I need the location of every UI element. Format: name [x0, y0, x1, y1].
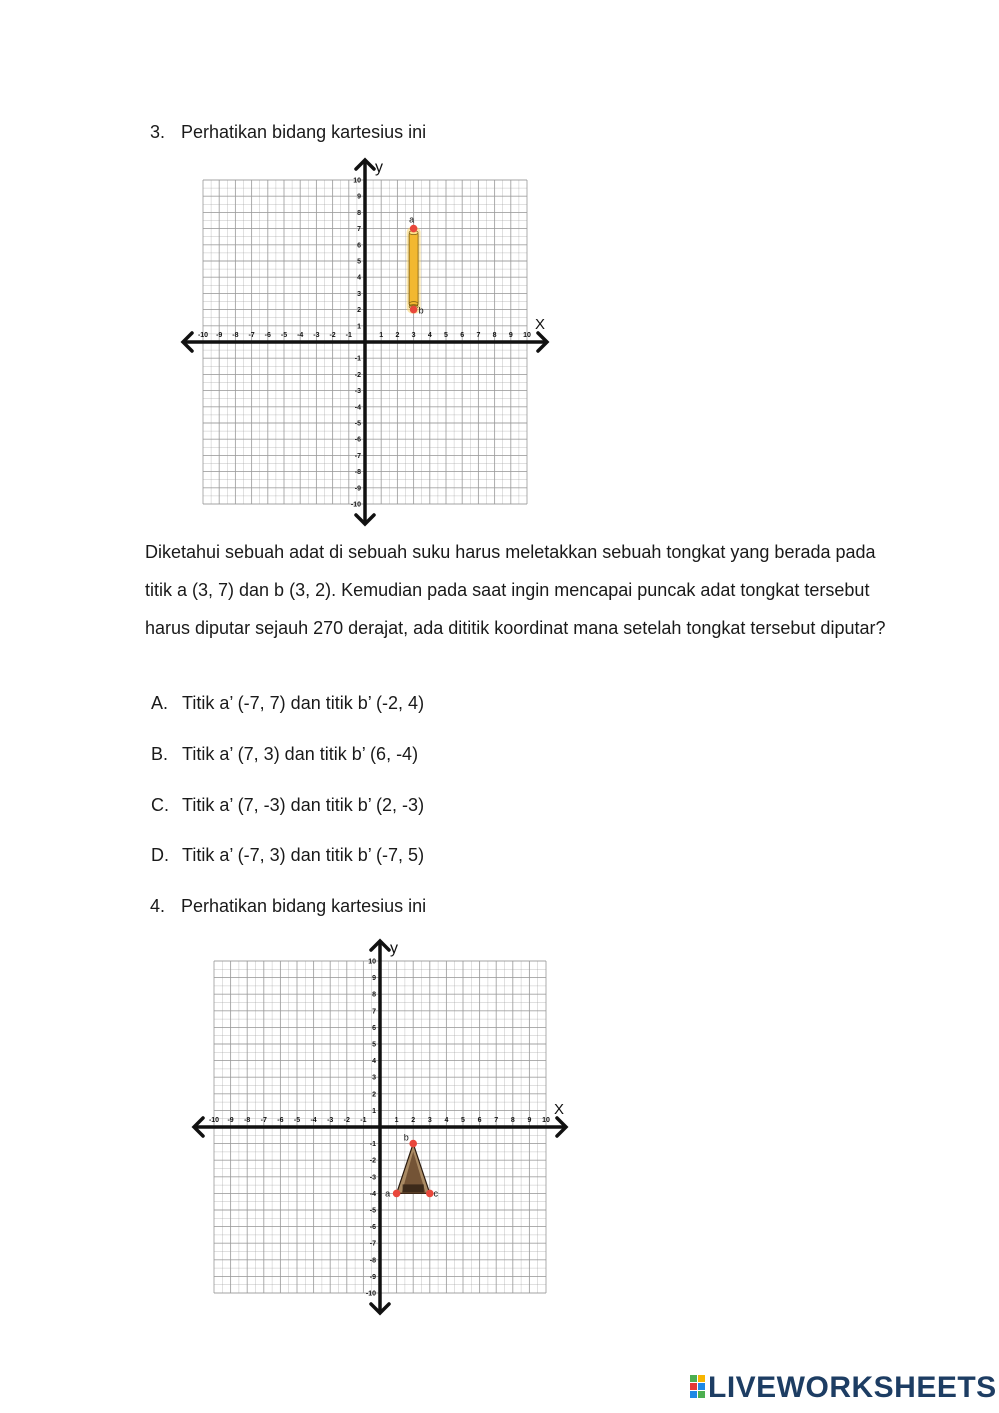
- question-3-title: [150, 122, 426, 143]
- tent-door: [403, 1184, 424, 1192]
- y-tick-label: 10: [368, 958, 376, 966]
- option-c-text: Titik a’ (7, -3) dan titik b’ (2, -3): [182, 795, 425, 815]
- option-a-text: Titik a’ (-7, 7) dan titik b’ (-2, 4): [182, 693, 425, 713]
- option-a[interactable]: [151, 693, 424, 714]
- point-label-a: a: [385, 1188, 391, 1199]
- question-4-title-text: Perhatikan bidang kartesius ini: [181, 896, 427, 916]
- y-tick-label: 7: [372, 1008, 376, 1016]
- y-tick-label: -4: [369, 1190, 376, 1198]
- x-tick-label: 4: [444, 1117, 449, 1124]
- y-tick-label: 2: [372, 1091, 376, 1099]
- x-tick-label: -8: [232, 332, 239, 339]
- x-axis-label: X: [554, 1101, 565, 1118]
- point-b: [410, 306, 418, 314]
- option-c[interactable]: [151, 795, 424, 816]
- x-tick-label: 5: [444, 332, 448, 339]
- y-tick-label: 7: [357, 226, 361, 234]
- y-tick-label: -2: [354, 371, 361, 379]
- x-tick-label: -5: [293, 1117, 301, 1124]
- y-tick-label: -7: [354, 452, 361, 460]
- y-tick-label: -8: [354, 469, 361, 477]
- y-tick-label: 3: [357, 290, 361, 298]
- y-tick-label: -7: [369, 1240, 376, 1248]
- x-tick-label: 5: [461, 1117, 465, 1124]
- x-tick-label: -10: [197, 332, 209, 339]
- stick: [409, 232, 418, 307]
- option-d-letter: D.: [151, 845, 169, 865]
- point-c: [426, 1190, 434, 1198]
- y-axis-label: y: [375, 159, 383, 176]
- point-a: [410, 225, 418, 233]
- y-tick-label: 5: [372, 1041, 376, 1049]
- x-tick-label: -9: [216, 332, 223, 339]
- y-tick-label: -9: [369, 1273, 376, 1281]
- y-tick-label: 1: [357, 323, 361, 331]
- point-label-a: a: [409, 214, 415, 225]
- y-tick-label: 4: [357, 274, 361, 282]
- logo-text: LIVEWORKSHEETS: [708, 1371, 997, 1404]
- point-label-c: c: [433, 1188, 439, 1199]
- question-3-number: 3.: [150, 122, 166, 142]
- y-tick-label: 8: [372, 991, 376, 999]
- y-tick-label: 10: [353, 177, 361, 185]
- y-tick-label: 6: [357, 242, 361, 250]
- x-tick-label: 2: [395, 332, 400, 339]
- question-3-paragraph: Diketahui sebuah adat di sebuah suku harus meletakkan sebuah tongkat yang berada pada titik a (3, 7) dan b (3, 2). Kemudian pada saat ingin mencapai puncak adat tongkat tersebut harus diputar sejauh 270 derajat, ada dititik koordinat mana setelah tongkat tersebut diputar?: [145, 542, 886, 638]
- x-tick-label: -4: [297, 332, 304, 339]
- option-a-letter: A.: [151, 693, 169, 713]
- x-tick-label: 8: [510, 1117, 515, 1124]
- point-b: [409, 1140, 417, 1148]
- x-tick-label: 2: [411, 1117, 416, 1124]
- y-tick-label: -3: [354, 388, 361, 396]
- x-tick-label: -8: [244, 1117, 251, 1124]
- y-tick-label: -1: [369, 1141, 376, 1149]
- y-tick-label: -6: [354, 436, 361, 444]
- x-tick-label: 1: [379, 332, 384, 339]
- x-tick-label: 10: [542, 1117, 550, 1124]
- x-tick-label: -2: [343, 1117, 350, 1124]
- x-tick-label: -2: [329, 332, 336, 339]
- y-tick-label: 8: [357, 209, 361, 217]
- x-tick-label: -3: [313, 332, 320, 339]
- x-tick-label: -1: [360, 1117, 367, 1124]
- option-c-letter: C.: [151, 795, 169, 815]
- x-tick-label: -10: [208, 1117, 220, 1124]
- point-label-b: b: [403, 1132, 409, 1143]
- x-tick-label: -5: [280, 332, 288, 339]
- option-d-text: Titik a’ (-7, 3) dan titik b’ (-7, 5): [182, 845, 425, 865]
- x-tick-label: 6: [460, 332, 465, 339]
- x-tick-label: -6: [277, 1117, 284, 1124]
- y-tick-label: -1: [354, 355, 361, 363]
- x-tick-label: 1: [394, 1117, 399, 1124]
- y-tick-label: -10: [350, 501, 361, 509]
- option-d[interactable]: [151, 845, 424, 866]
- x-tick-label: -6: [264, 332, 271, 339]
- y-tick-label: 5: [357, 258, 361, 266]
- x-tick-label: -7: [260, 1117, 267, 1124]
- x-tick-label: -3: [327, 1117, 334, 1124]
- x-tick-label: 8: [492, 332, 497, 339]
- y-axis-label: y: [390, 940, 398, 957]
- cartesian-graph-1: [170, 152, 560, 532]
- x-tick-label: 7: [476, 332, 481, 339]
- x-tick-label: 7: [494, 1117, 499, 1124]
- y-tick-label: 3: [372, 1074, 376, 1082]
- question-4-number: 4.: [150, 896, 166, 916]
- y-tick-label: 1: [372, 1107, 376, 1115]
- y-tick-label: -2: [369, 1157, 376, 1165]
- y-tick-label: -5: [354, 420, 361, 428]
- x-tick-label: -1: [345, 332, 352, 339]
- x-tick-label: 9: [527, 1117, 532, 1124]
- y-tick-label: 9: [357, 193, 361, 201]
- y-tick-label: -5: [369, 1207, 376, 1215]
- point-a: [393, 1190, 401, 1198]
- question-4-title: [150, 896, 426, 917]
- y-tick-label: -10: [365, 1290, 376, 1298]
- y-tick-label: -6: [369, 1224, 376, 1232]
- x-axis-label: X: [535, 316, 546, 333]
- option-b-letter: B.: [151, 744, 169, 764]
- x-tick-label: 9: [508, 332, 513, 339]
- point-label-b: b: [418, 305, 424, 316]
- y-tick-label: -9: [354, 485, 361, 493]
- question-3-title-text: Perhatikan bidang kartesius ini: [181, 122, 427, 142]
- y-tick-label: -3: [369, 1174, 376, 1182]
- x-tick-label: 3: [427, 1117, 432, 1124]
- option-b-text: Titik a’ (7, 3) dan titik b’ (6, -4): [182, 744, 419, 764]
- x-tick-label: -9: [227, 1117, 234, 1124]
- cartesian-graph-2: [170, 926, 580, 1316]
- y-tick-label: 9: [372, 975, 376, 983]
- x-tick-label: 3: [411, 332, 416, 339]
- y-tick-label: -4: [354, 404, 361, 412]
- y-tick-label: -8: [369, 1257, 376, 1265]
- x-tick-label: -4: [310, 1117, 317, 1124]
- option-b[interactable]: [151, 744, 418, 765]
- y-tick-label: 4: [372, 1058, 376, 1066]
- x-tick-label: -7: [248, 332, 255, 339]
- y-tick-label: 2: [357, 307, 361, 315]
- x-tick-label: 6: [477, 1117, 482, 1124]
- y-tick-label: 6: [372, 1024, 376, 1032]
- x-tick-label: 4: [427, 332, 432, 339]
- x-tick-label: 10: [523, 332, 531, 339]
